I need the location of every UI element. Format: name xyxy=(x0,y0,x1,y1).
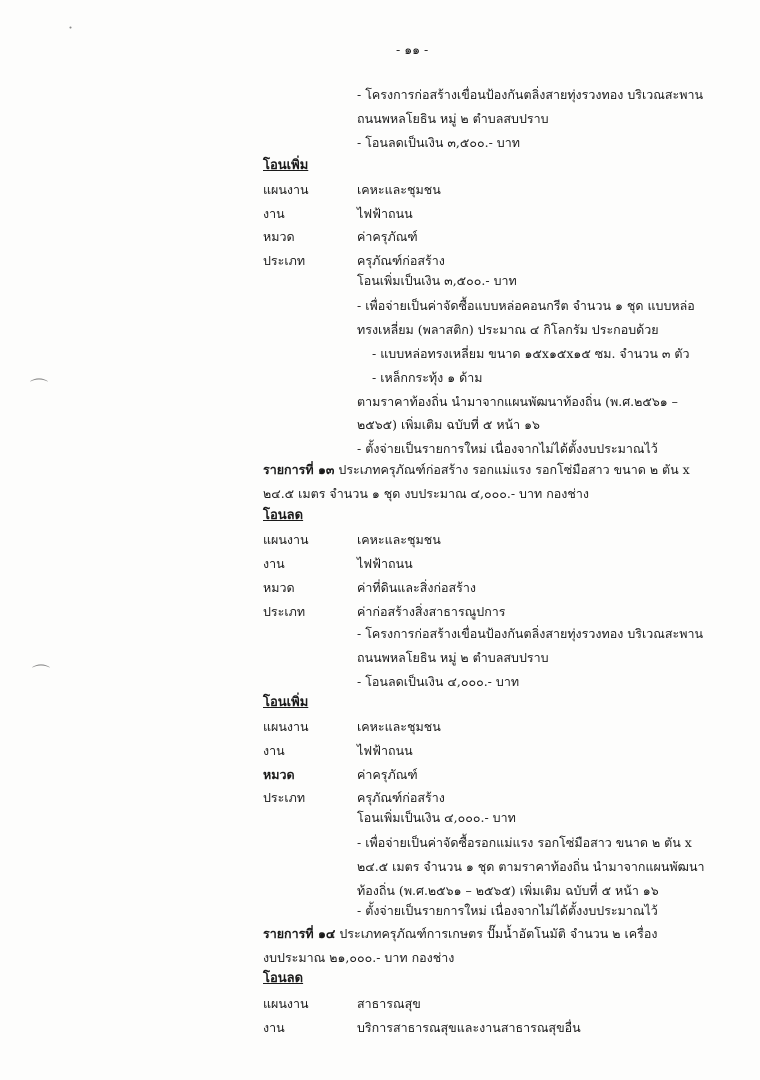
amount-line: โอนเพิ่มเป็นเงิน ๓,๕๐๐.- บาท xyxy=(357,273,517,288)
field-value: ค่าครุภัณฑ์ xyxy=(357,767,418,782)
description-line: ทรงเหลี่ยม (พลาสติก) ประมาณ ๔ กิโลกรัม ประกอบด้วย xyxy=(357,322,659,337)
sub-item: - เหล็กกระทุ้ง ๑ ด้าม xyxy=(372,370,483,385)
field-label: ประเภท xyxy=(263,253,306,268)
item-13-line2: ๒๔.๕ เมตร จำนวน ๑ ชุด งบประมาณ ๔,๐๐๐.- บาท กองช่าง xyxy=(263,486,590,501)
field-label: แผนงาน xyxy=(263,532,309,547)
project-line: - โครงการก่อสร้างเขื่อนป้องกันตลิ่งสายทุ่งรวงทอง บริเวณสะพาน xyxy=(357,87,704,102)
item-description: ประเภทครุภัณฑ์การเกษตร ปั๊มน้ำอัตโนมัติ จำนวน ๒ เครื่อง xyxy=(335,926,658,941)
reference-line: ตามราคาท้องถิ่น นำมาจากแผนพัฒนาท้องถิ่น (พ.ศ.๒๕๖๑ – xyxy=(357,394,678,409)
item-14-line xyxy=(263,926,657,942)
project-line: ถนนพหลโยธิน หมู่ ๒ ตำบลสบปราบ xyxy=(357,650,549,665)
field-value: สาธารณสุข xyxy=(357,996,421,1011)
description-line: ๒๔.๕ เมตร จำนวน ๑ ชุด ตามราคาท้องถิ่น นำมาจากแผนพัฒนา xyxy=(357,859,705,874)
section-heading: โอนเพิ่ม xyxy=(263,158,309,173)
item-13-line xyxy=(263,462,690,478)
reference-line: ๒๕๖๕) เพิ่มเติม ฉบับที่ ๕ หน้า ๑๖ xyxy=(357,417,540,432)
field-value: ไฟฟ้าถนน xyxy=(357,206,413,221)
section-heading: โอนเพิ่ม xyxy=(263,695,309,710)
field-label: หมวด xyxy=(263,767,295,782)
field-value: เคหะและชุมชน xyxy=(357,182,441,197)
scan-mark-icon: ˙ xyxy=(66,24,75,45)
page-number: - ๑๑ - xyxy=(396,42,429,57)
field-value: ครุภัณฑ์ก่อสร้าง xyxy=(357,253,445,268)
field-label: หมวด xyxy=(263,580,295,595)
field-label: ประเภท xyxy=(263,790,306,805)
amount-line: - โอนลดเป็นเงิน ๓,๕๐๐.- บาท xyxy=(357,135,520,150)
field-value: ไฟฟ้าถนน xyxy=(357,556,413,571)
field-label: งาน xyxy=(263,743,285,758)
item-description: ประเภทครุภัณฑ์ก่อสร้าง รอกแม่แรง รอกโซ่มือสาว ขนาด ๒ ตัน x xyxy=(334,462,690,477)
amount-line: - โอนลดเป็นเงิน ๔,๐๐๐.- บาท xyxy=(357,674,520,689)
field-label: แผนงาน xyxy=(263,182,309,197)
field-value: ครุภัณฑ์ก่อสร้าง xyxy=(357,790,445,805)
project-line: ถนนพหลโยธิน หมู่ ๒ ตำบลสบปราบ xyxy=(357,111,549,126)
field-value: ไฟฟ้าถนน xyxy=(357,743,413,758)
field-value: เคหะและชุมชน xyxy=(357,719,441,734)
project-line: - โครงการก่อสร้างเขื่อนป้องกันตลิ่งสายทุ่งรวงทอง บริเวณสะพาน xyxy=(357,626,704,641)
field-label: งาน xyxy=(263,206,285,221)
field-value: เคหะและชุมชน xyxy=(357,532,441,547)
scan-mark-icon: ⌒ xyxy=(32,664,50,685)
item-label: รายการที่ ๑๓ xyxy=(263,462,335,477)
field-label: งาน xyxy=(263,556,285,571)
field-value: ค่าที่ดินและสิ่งก่อสร้าง xyxy=(357,580,476,595)
field-value: ค่าก่อสร้างสิ่งสาธารณูปการ xyxy=(357,604,506,619)
note-line: - ตั้งจ่ายเป็นรายการใหม่ เนื่องจากไม่ได้ตั้งงบประมาณไว้ xyxy=(357,903,658,918)
description-line: - เพื่อจ่ายเป็นค่าจัดซื้อแบบหล่อคอนกรีต จำนวน ๑ ชุด แบบหล่อ xyxy=(357,298,695,313)
field-label: แผนงาน xyxy=(263,996,309,1011)
sub-item: - แบบหล่อทรงเหลี่ยม ขนาด ๑๕x๑๕x๑๕ ซม. จำนวน ๓ ตัว xyxy=(372,346,690,361)
section-heading: โอนลด xyxy=(263,971,304,986)
amount-line: โอนเพิ่มเป็นเงิน ๔,๐๐๐.- บาท xyxy=(357,810,516,825)
note-line: - ตั้งจ่ายเป็นรายการใหม่ เนื่องจากไม่ได้ตั้งงบประมาณไว้ xyxy=(357,441,658,456)
item-label: รายการที่ ๑๔ xyxy=(263,926,336,941)
section-heading: โอนลด xyxy=(263,508,304,523)
field-label: ประเภท xyxy=(263,604,306,619)
field-label: งาน xyxy=(263,1020,285,1035)
field-value: บริการสาธารณสุขและงานสาธารณสุขอื่น xyxy=(357,1020,581,1035)
description-line: ท้องถิ่น (พ.ศ.๒๕๖๑ – ๒๕๖๕) เพิ่มเติม ฉบับที่ ๕ หน้า ๑๖ xyxy=(357,883,659,898)
field-label: หมวด xyxy=(263,229,295,244)
field-value: ค่าครุภัณฑ์ xyxy=(357,229,418,244)
description-line: - เพื่อจ่ายเป็นค่าจัดซื้อรอกแม่แรง รอกโซ่มือสาว ขนาด ๒ ตัน x xyxy=(357,835,692,850)
field-label: แผนงาน xyxy=(263,719,309,734)
item-14-line2: งบประมาณ ๒๑,๐๐๐.- บาท กองช่าง xyxy=(263,950,455,965)
scan-mark-icon: ⌒ xyxy=(30,378,48,399)
